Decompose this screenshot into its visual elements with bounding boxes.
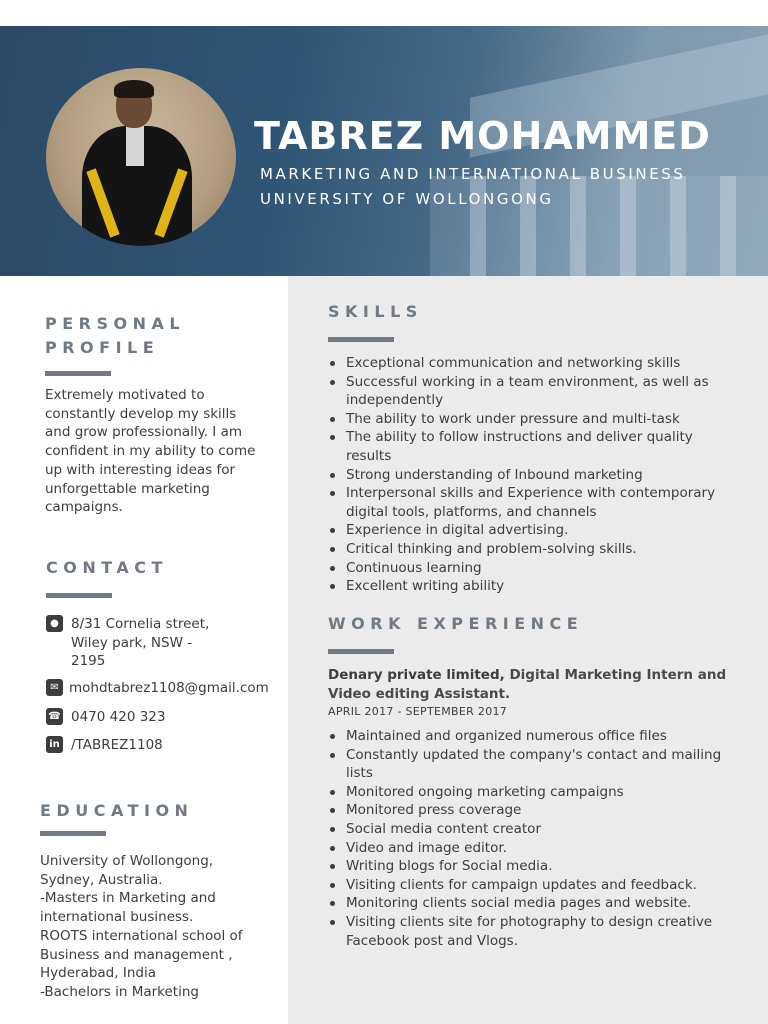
contact-heading: CONTACT [46, 558, 168, 577]
skill-item: Interpersonal skills and Experience with contemporary digital tools, platforms, and channels [328, 484, 728, 521]
duty-item: Monitoring clients social media pages and website. [328, 894, 728, 913]
duty-item: Visiting clients site for photography to design creative Facebook post and Vlogs. [328, 913, 728, 950]
duty-item: Monitored press coverage [328, 801, 728, 820]
duty-item: Monitored ongoing marketing campaigns [328, 783, 728, 802]
contact-address [46, 615, 209, 671]
work-divider [328, 649, 394, 654]
phone-number[interactable]: 0470 420 323 [71, 709, 166, 725]
linkedin-link[interactable]: /TABREZ1108 [71, 737, 163, 753]
background-column [670, 176, 686, 276]
background-column [620, 176, 636, 276]
duty-item: Visiting clients for campaign updates and feedback. [328, 876, 728, 895]
education-line: -Masters in Marketing and [40, 890, 216, 907]
contact-email [46, 679, 269, 698]
contact-phone [46, 708, 165, 727]
skill-item: Excellent writing ability [328, 577, 728, 596]
subtitle-field: MARKETING AND INTERNATIONAL BUSINESS [260, 165, 686, 183]
profile-heading-line2: PROFILE [45, 338, 160, 357]
duty-item: Maintained and organized numerous office files [328, 727, 728, 746]
email-icon: ✉ [46, 679, 63, 696]
contact-divider [46, 593, 112, 598]
skill-item: Successful working in a team environment, as well as independently [328, 373, 728, 410]
education-line: Hyderabad, India [40, 965, 156, 982]
company-name: Denary private limited, [328, 667, 505, 683]
person-name: TABREZ MOHAMMED [254, 114, 711, 158]
phone-icon: ☎ [46, 708, 63, 725]
profile-photo [46, 68, 236, 246]
contact-linkedin [46, 736, 163, 755]
education-line: Sydney, Australia. [40, 871, 163, 888]
skill-item: Continuous learning [328, 559, 728, 578]
duty-item: Writing blogs for Social media. [328, 857, 728, 876]
education-line: University of Wollongong, [40, 853, 214, 869]
education-line: Business and management , [40, 946, 233, 963]
education-heading: EDUCATION [40, 801, 194, 820]
education-text [40, 852, 275, 1002]
duty-item: Constantly updated the company's contact and mailing lists [328, 746, 728, 783]
education-line: international business. [40, 909, 194, 926]
job-role: Digital Marketing Intern and Video editing Assistant. [328, 667, 727, 702]
skill-item: Critical thinking and problem-solving skills. [328, 540, 728, 559]
job-title [328, 666, 728, 703]
profile-heading-line1: PERSONAL [45, 314, 186, 333]
profile-divider [45, 371, 111, 376]
photo-hair [114, 80, 154, 98]
education-line: -Bachelors in Marketing [40, 983, 199, 1000]
education-line: ROOTS international school of [40, 927, 243, 944]
job-dates: APRIL 2017 - SEPTEMBER 2017 [328, 705, 508, 718]
location-icon: ● [46, 615, 63, 632]
work-heading: WORK EXPERIENCE [328, 614, 584, 633]
background-column [570, 176, 586, 276]
profile-heading [45, 312, 185, 360]
skills-heading: SKILLS [328, 302, 423, 321]
education-divider [40, 831, 106, 836]
work-duties-list [328, 727, 728, 950]
photo-shirt [126, 126, 144, 166]
duty-item: Social media content creator [328, 820, 728, 839]
linkedin-icon: in [46, 736, 63, 753]
skill-item: Exceptional communication and networking skills [328, 354, 728, 373]
address-line: 2195 [71, 653, 106, 670]
skill-item: Strong understanding of Inbound marketing [328, 466, 728, 485]
skill-item: The ability to follow instructions and deliver quality results [328, 428, 728, 465]
profile-text: Extremely motivated to constantly develop my skills and grow professionally. I am confident in my ability to come up with interesting ideas for unforgettable marketing campaigns. [45, 387, 256, 516]
skill-item: Experience in digital advertising. [328, 521, 728, 540]
address-line: 8/31 Cornelia street, [71, 616, 210, 632]
email-link[interactable]: mohdtabrez1108@gmail.com [69, 680, 269, 696]
address-line: Wiley park, NSW - [71, 634, 193, 651]
duty-item: Video and image editor. [328, 839, 728, 858]
skills-divider [328, 337, 394, 342]
skill-item: The ability to work under pressure and multi-task [328, 410, 728, 429]
skills-list [328, 354, 728, 596]
subtitle-university: UNIVERSITY OF WOLLONGONG [260, 190, 554, 208]
background-column [720, 176, 736, 276]
